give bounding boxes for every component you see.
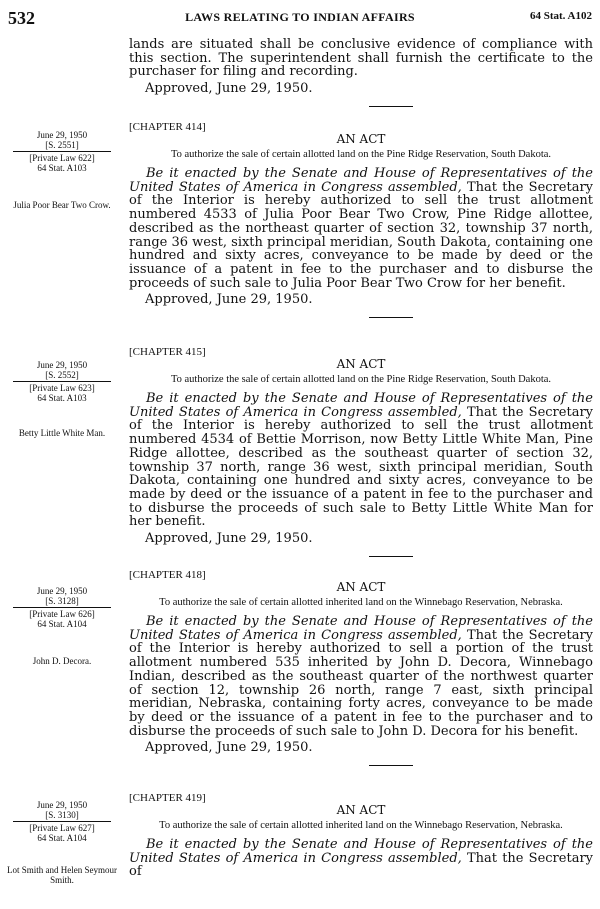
chapter-heading: [CHAPTER 415] [129, 346, 206, 358]
act-label: AN ACT [336, 580, 386, 594]
margin-date: June 29, 1950 [36, 360, 88, 370]
page-number: 532 [8, 8, 35, 28]
act-label: AN ACT [336, 357, 386, 371]
act-body-text: That the Secretary of the Interior is hereby authorized to sell a portion of the trust allotment numbered 535 inherited by John D. Decora, Winnebago Indian, described as the southeast quarter of the northwest quarter of section 12, township 26 north, range 7 east, sixth principal meridian, Nebraska, containing forty acres, conveyance to be made by deed or the issuance of a patent in fee to the purchaser and to disburse the proceeds of such sale to John D. Decora for his benefit. [129, 627, 593, 739]
running-head: LAWS RELATING TO INDIAN AFFAIRS [185, 10, 415, 24]
margin-name-act-2: Betty Little White Man. [18, 428, 106, 438]
act-body [129, 167, 593, 290]
margin-note-act-3 [4, 586, 120, 629]
margin-note-act-1 [4, 130, 120, 173]
margin-stat: 64 Stat. A103 [37, 163, 87, 173]
chapter-heading: [CHAPTER 414] [129, 121, 206, 133]
intro-paragraph: lands are situated shall be conclusive evidence of compliance with this section. The superintendent shall furnish the certificate to the purchaser for filing and recording. [129, 37, 593, 80]
section-divider [369, 317, 413, 318]
margin-law: [Private Law 627] [29, 823, 95, 833]
margin-note-act-2 [4, 360, 120, 403]
margin-stat: 64 Stat. A104 [37, 833, 87, 843]
act-4 [129, 784, 593, 879]
act-label: AN ACT [336, 803, 386, 817]
margin-rule [13, 821, 111, 822]
act-body [129, 838, 593, 879]
margin-name-act-4: Lot Smith and Helen Seymour Smith. [7, 865, 117, 885]
margin-stat: 64 Stat. A103 [37, 393, 87, 403]
margin-bill: [S. 3130] [45, 810, 79, 820]
margin-stat: 64 Stat. A104 [37, 619, 87, 629]
chapter-heading: [CHAPTER 418] [129, 569, 206, 581]
act-body-text: That the Secretary of the Interior is hereby authorized to sell the trust allotment numbered 4533 of Julia Poor Bear Two Crow, Pine Ridge allottee, described as the northeast quarter of section 32, township 37 north, range 36 west, sixth principal meridian, South Dakota, containing one hundred and sixty acres, conveyance to be made by deed or the issuance of a patent in fee to the purchaser and to disburse the proceeds of such sale to Julia Poor Bear Two Crow for her benefit. [129, 179, 593, 291]
margin-rule [13, 151, 111, 152]
act-approved: Approved, June 29, 1950. [145, 292, 313, 308]
act-approved: Approved, June 29, 1950. [145, 740, 313, 756]
section-divider [369, 106, 413, 107]
margin-date: June 29, 1950 [36, 130, 88, 140]
margin-bill: [S. 3128] [45, 596, 79, 606]
act-title: To authorize the sale of certain allotted land on the Pine Ridge Reservation, South Dakota. [170, 149, 552, 160]
margin-name-act-3: John D. Decora. [32, 656, 92, 666]
act-title: To authorize the sale of certain allotted land on the Pine Ridge Reservation, South Dakota. [170, 374, 552, 385]
enacting-clause: Be it enacted by the Senate and House of Representatives of the United States of America in Congress assembled, [129, 166, 593, 195]
act-approved: Approved, June 29, 1950. [145, 531, 313, 547]
act-body-text: That the Secretary of the Interior is hereby authorized to sell the trust allotment numbered 4534 of Bettie Morrison, now Betty Little White Man, Pine Ridge allottee, described as the southeast quarter of section 32, township 37 north, range 36 west, sixth principal meridian, South Dakota, containing one hundred and sixty acres, conveyance to be made by deed or the issuance of a patent in fee to the purchaser and to disburse the proceeds of such sale to Betty Little White Man for her benefit. [129, 404, 593, 530]
margin-law: [Private Law 622] [29, 153, 95, 163]
margin-rule [13, 607, 111, 608]
margin-note-act-4 [4, 800, 120, 843]
stat-reference: 64 Stat. A102 [529, 10, 592, 22]
margin-bill: [S. 2552] [45, 370, 79, 380]
margin-date: June 29, 1950 [36, 586, 88, 596]
act-body [129, 615, 593, 738]
act-title: To authorize the sale of certain allotted inherited land on the Winnebago Reservation, Nebraska. [159, 820, 563, 831]
act-label: AN ACT [336, 132, 386, 146]
margin-rule [13, 381, 111, 382]
margin-name-act-1: Julia Poor Bear Two Crow. [13, 200, 111, 210]
section-divider [369, 765, 413, 766]
act-3 [129, 561, 593, 766]
intro-approved: Approved, June 29, 1950. [145, 81, 313, 97]
margin-bill: [S. 2551] [45, 140, 79, 150]
chapter-heading: [CHAPTER 419] [129, 792, 206, 804]
act-body-text: That the Secretary of [129, 850, 593, 880]
section-divider [369, 556, 413, 557]
margin-law: [Private Law 626] [29, 609, 95, 619]
act-1 [129, 113, 593, 318]
margin-date: June 29, 1950 [36, 800, 88, 810]
enacting-clause: Be it enacted by the Senate and House of Representatives of the United States of America in Congress assembled, [129, 837, 593, 866]
enacting-clause: Be it enacted by the Senate and House of Representatives of the United States of America in Congress assembled, [129, 614, 593, 643]
act-2 [129, 338, 593, 557]
margin-law: [Private Law 623] [29, 383, 95, 393]
act-body [129, 392, 593, 529]
intro-section [129, 38, 593, 107]
act-title: To authorize the sale of certain allotted inherited land on the Winnebago Reservation, Nebraska. [159, 597, 563, 608]
enacting-clause: Be it enacted by the Senate and House of Representatives of the United States of America in Congress assembled, [129, 391, 593, 420]
page-header [8, 10, 592, 30]
